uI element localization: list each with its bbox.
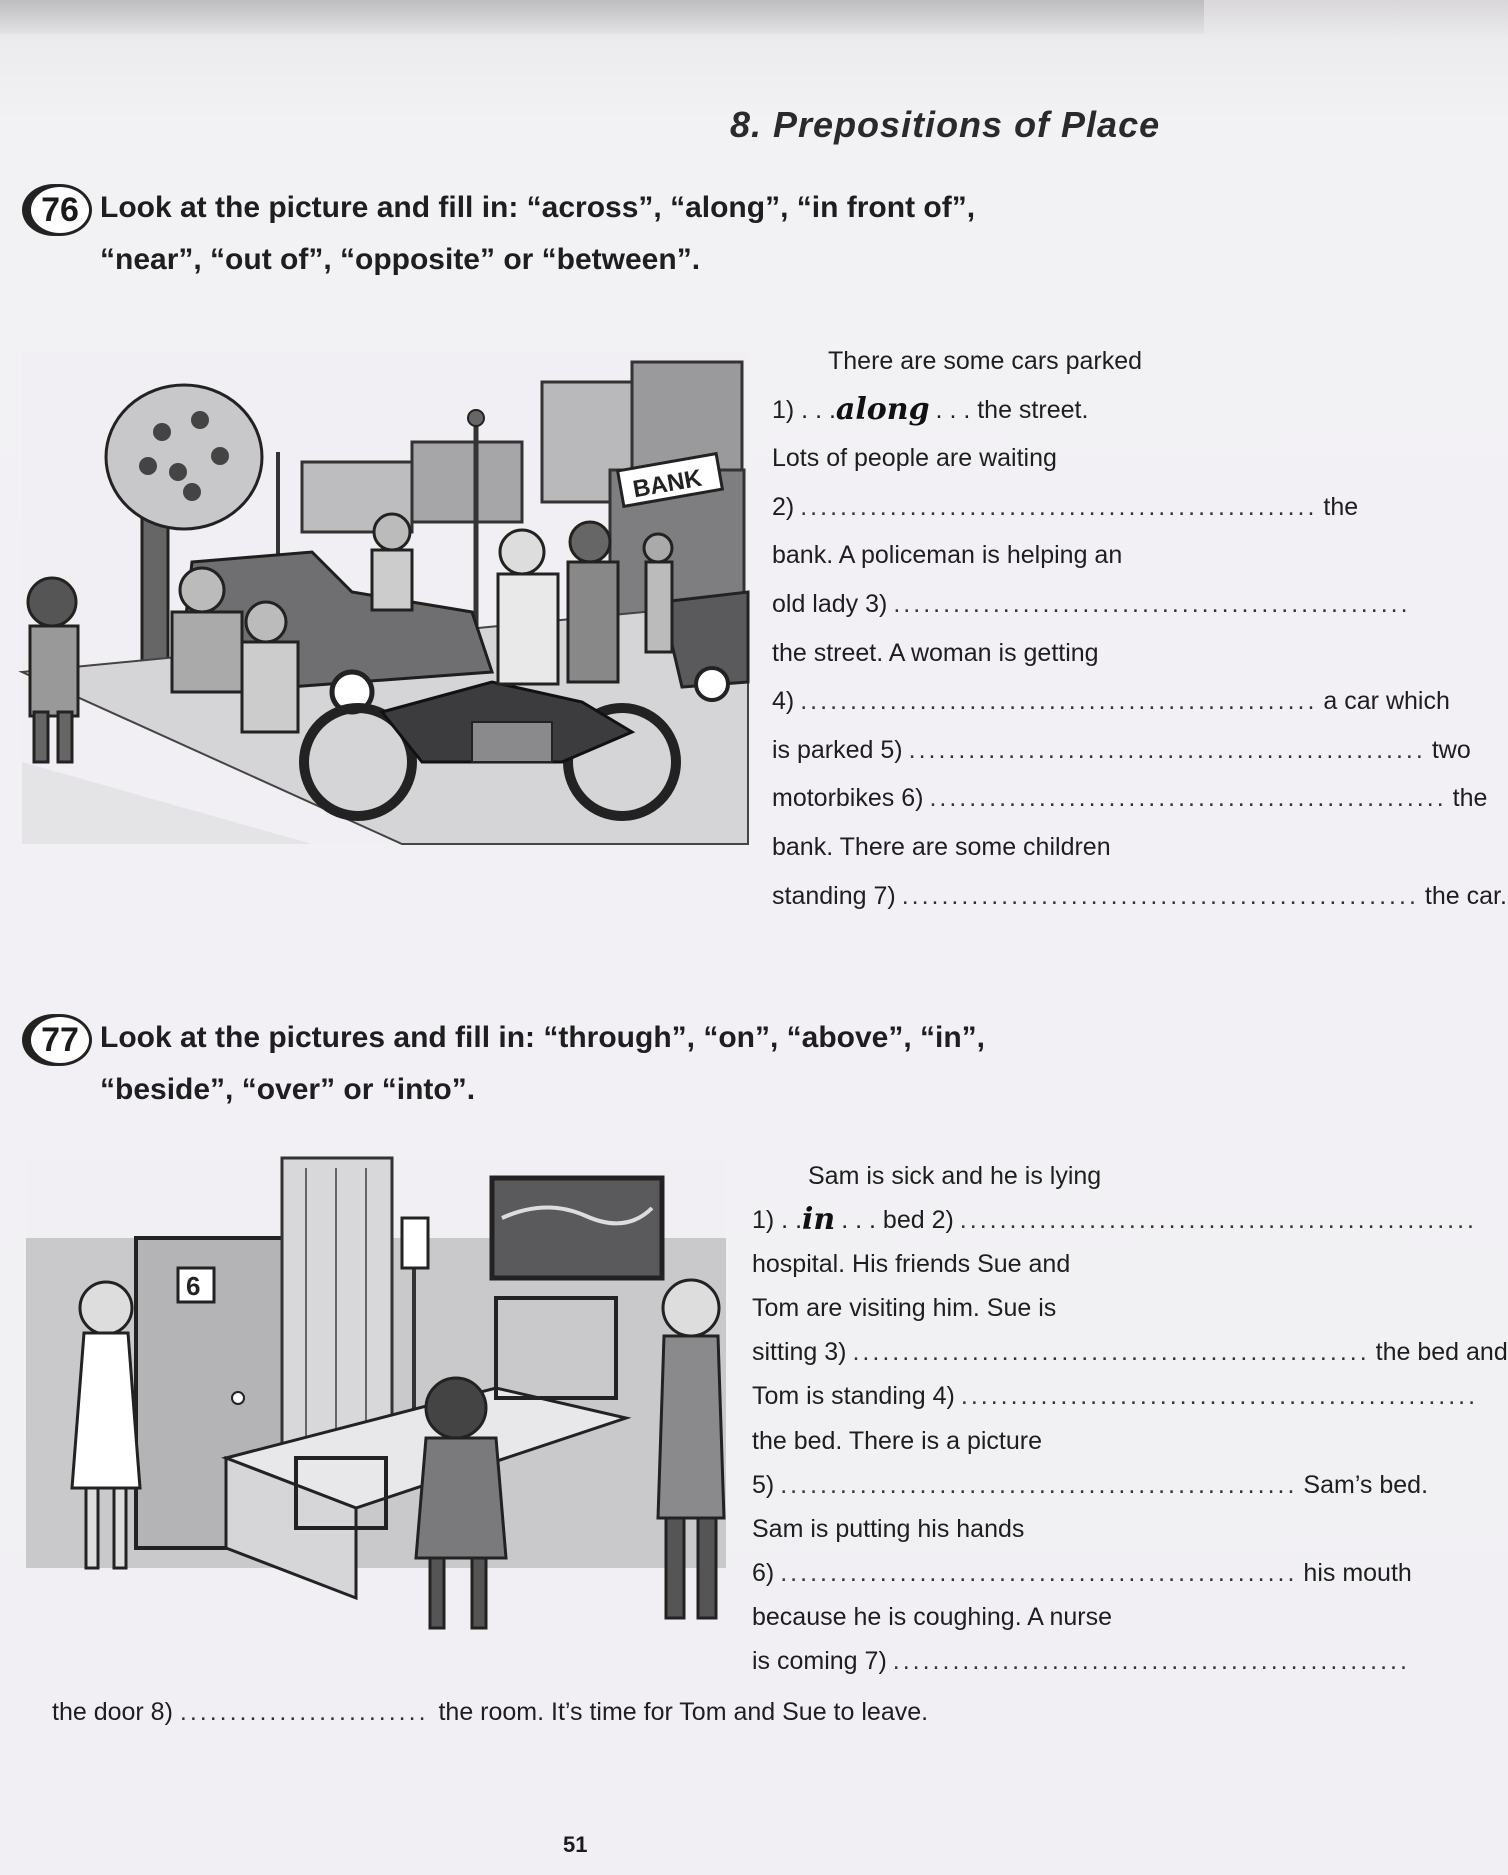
ex77-line-5 bbox=[752, 1330, 1508, 1374]
ex76-blank-6[interactable]: .................................................... bbox=[929, 784, 1447, 813]
ex77-line-2 bbox=[752, 1198, 1477, 1242]
ex77-blank-8-label: the door 8) bbox=[52, 1698, 173, 1726]
instruction-line-1: Look at the pictures and fill in: “through”, “on”, “above”, “in”, bbox=[100, 1021, 986, 1054]
ex76-line-8 bbox=[772, 677, 1450, 726]
ex77-line-3: hospital. His friends Sue and bbox=[752, 1250, 1071, 1279]
ex77-blank-7[interactable]: .................................................... bbox=[892, 1647, 1410, 1676]
exercise-77-text bbox=[752, 1154, 1508, 1683]
exercise-77-number: 77 bbox=[28, 1014, 92, 1066]
page-number: 51 bbox=[563, 1832, 588, 1857]
ex77-line-8 bbox=[752, 1463, 1429, 1507]
ex77-blank-1-prefix: 1) . . bbox=[752, 1206, 803, 1235]
ex76-answer-1: along bbox=[835, 391, 930, 427]
ex76-line-2 bbox=[772, 386, 1172, 435]
ex77-line-8-end: Sam’s bed. bbox=[1303, 1470, 1429, 1499]
ex76-blank-4[interactable]: .................................................... bbox=[800, 687, 1318, 716]
ex77-blank-5[interactable]: .................................................... bbox=[780, 1470, 1298, 1499]
ex76-blank-3-label: old lady 3) bbox=[772, 589, 888, 618]
ex77-blank-6[interactable]: .................................................... bbox=[780, 1558, 1298, 1587]
ex76-blank-2[interactable]: .................................................... bbox=[800, 492, 1318, 521]
instruction-line-2: “near”, “out of”, “opposite” or “between”. bbox=[100, 243, 701, 276]
ex76-line-5: bank. A policeman is helping an bbox=[772, 541, 1123, 570]
ex76-blank-1-prefix: 1) . . . bbox=[772, 395, 836, 424]
ex76-line-12 bbox=[772, 872, 1507, 921]
ex77-line-6 bbox=[752, 1374, 1479, 1418]
ex76-line-6 bbox=[772, 580, 1411, 629]
instruction-line-2: “beside”, “over” or “into”. bbox=[100, 1073, 476, 1106]
ex77-blank-7-label: is coming 7) bbox=[752, 1647, 887, 1676]
ex76-line-4 bbox=[772, 483, 1359, 532]
ex76-line-9-end: two bbox=[1431, 735, 1471, 764]
ex77-line-1: Sam is sick and he is lying bbox=[808, 1162, 1102, 1190]
ex77-line-10-end: his mouth bbox=[1303, 1558, 1412, 1587]
ex76-blank-4-label: 4) bbox=[772, 687, 795, 716]
ex77-blank-4[interactable]: .................................................... bbox=[960, 1382, 1479, 1411]
street-scene-illustration bbox=[22, 352, 748, 844]
ex77-blank-3[interactable]: .................................................... bbox=[852, 1338, 1370, 1367]
ex77-line-10 bbox=[752, 1551, 1412, 1595]
ex76-line-11: bank. There are some children bbox=[772, 832, 1111, 861]
ex77-line-11: because he is coughing. A nurse bbox=[752, 1602, 1112, 1631]
ex76-line-2-end: . . . the street. bbox=[935, 395, 1089, 424]
ex76-line-7: the street. A woman is getting bbox=[772, 638, 1099, 667]
ex76-line-3: Lots of people are waiting bbox=[772, 444, 1057, 473]
ex77-line-5-end: the bed and bbox=[1375, 1338, 1508, 1367]
ex76-line-10 bbox=[772, 774, 1488, 823]
door-number: 6 bbox=[186, 1271, 201, 1301]
ex77-final-line bbox=[52, 1698, 928, 1727]
ex76-blank-7[interactable]: .................................................... bbox=[901, 881, 1419, 910]
ex77-line-2-mid: . . . bed 2) bbox=[841, 1206, 954, 1235]
ex76-blank-5-label: is parked 5) bbox=[772, 735, 903, 764]
bank-sign-text: BANK bbox=[630, 464, 704, 504]
ex77-line-12 bbox=[752, 1639, 1410, 1683]
ex77-blank-4-label: Tom is standing 4) bbox=[752, 1382, 955, 1411]
ex76-line-10-end: the bbox=[1452, 784, 1488, 813]
ex77-final-line-end: the room. It’s time for Tom and Sue to leave. bbox=[438, 1698, 929, 1726]
exercise-76-instruction bbox=[100, 182, 975, 286]
ex77-blank-2[interactable]: .................................................... bbox=[959, 1206, 1477, 1235]
page-top-shadow bbox=[0, 0, 1204, 34]
ex77-line-9: Sam is putting his hands bbox=[752, 1514, 1025, 1543]
ex76-line-8-end: a car which bbox=[1323, 687, 1450, 716]
ex77-line-4: Tom are visiting him. Sue is bbox=[752, 1294, 1057, 1323]
section-title: 8. Prepositions of Place bbox=[730, 104, 1161, 145]
ex77-blank-5-label: 5) bbox=[752, 1470, 775, 1499]
ex76-blank-5[interactable]: .................................................... bbox=[908, 735, 1426, 764]
ex77-blank-6-label: 6) bbox=[752, 1558, 775, 1587]
ex77-line-7: the bed. There is a picture bbox=[752, 1426, 1042, 1455]
exercise-77-instruction bbox=[100, 1012, 985, 1116]
wall-picture bbox=[492, 1178, 662, 1278]
instruction-line-1: Look at the picture and fill in: “across”, “along”, “in front of”, bbox=[100, 191, 976, 224]
ex77-blank-3-label: sitting 3) bbox=[752, 1338, 847, 1367]
ex76-line-12-end: the car. bbox=[1424, 881, 1507, 910]
exercise-76-number: 76 bbox=[28, 184, 92, 236]
ex77-blank-8[interactable]: ......................... bbox=[179, 1698, 439, 1726]
ex77-answer-1: in bbox=[802, 1202, 836, 1238]
ex76-line-1: There are some cars parked bbox=[828, 347, 1143, 375]
ex76-blank-2-label: 2) bbox=[772, 492, 795, 521]
exercise-76-text bbox=[772, 337, 1507, 920]
ex76-line-4-end: the bbox=[1323, 492, 1359, 521]
hospital-room-illustration bbox=[26, 1158, 726, 1658]
ex76-blank-3[interactable]: .................................................... bbox=[893, 589, 1411, 618]
ex76-line-9 bbox=[772, 726, 1471, 775]
ex76-blank-6-label: motorbikes 6) bbox=[772, 784, 924, 813]
ex76-blank-7-label: standing 7) bbox=[772, 881, 896, 910]
